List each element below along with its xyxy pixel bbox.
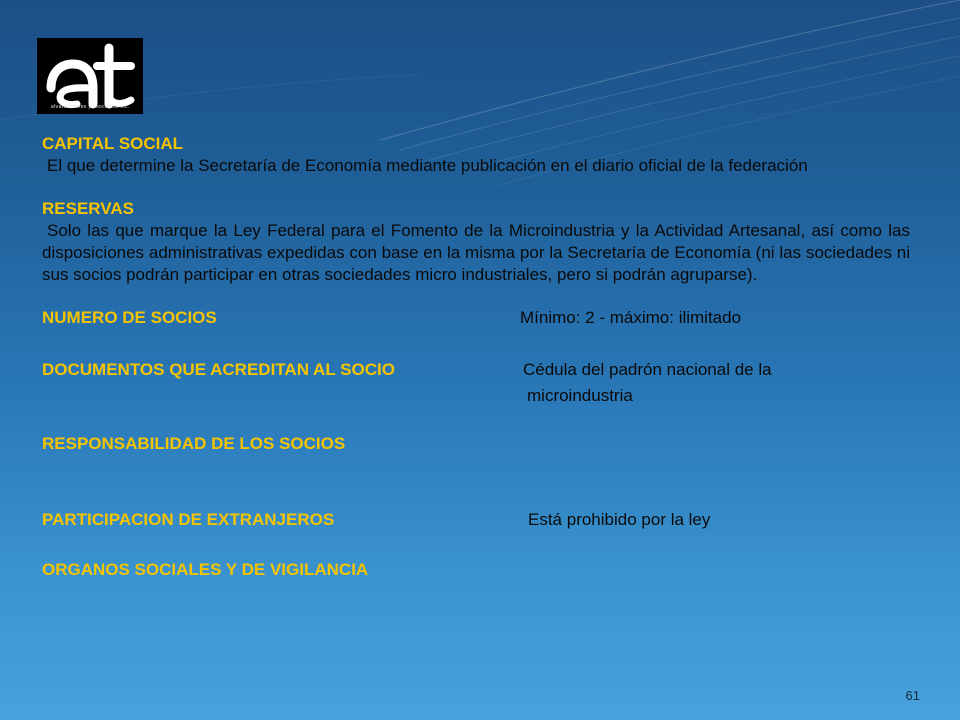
heading-organos: ORGANOS SOCIALES Y DE VIGILANCIA bbox=[42, 560, 369, 579]
documentos-value-line2: microindustria bbox=[527, 386, 633, 405]
logo-at-mark bbox=[37, 38, 143, 114]
heading-responsabilidad: RESPONSABILIDAD DE LOS SOCIOS bbox=[42, 434, 346, 453]
reservas-text: Solo las que marque la Ley Federal para el Fomento de la Microindustria y la Actividad Artesanal, así como las disposiciones administrativas expedidas con base en la misma por la Secretaría de Economía (ni las sociedades ni sus socios podrán participar en otras sociedades micro industriales, pero si podrán agruparse). bbox=[42, 221, 910, 284]
page-number: 61 bbox=[905, 688, 920, 703]
company-logo bbox=[37, 38, 143, 114]
documentos-value-line1: Cédula del padrón nacional de la bbox=[523, 360, 772, 379]
row-numero-socios bbox=[42, 307, 910, 329]
heading-capital-social: CAPITAL SOCIAL bbox=[42, 134, 184, 153]
row-responsabilidad bbox=[42, 433, 910, 455]
slide-content bbox=[42, 133, 910, 581]
logo-caption: alvarez torres y asociados s.c. bbox=[50, 104, 130, 110]
row-documentos bbox=[42, 359, 910, 381]
row-documentos-cont bbox=[42, 385, 910, 407]
participacion-value: Está prohibido por la ley bbox=[528, 510, 711, 529]
heading-numero-socios: NUMERO DE SOCIOS bbox=[42, 308, 217, 327]
numero-socios-value: Mínimo: 2 - máximo: ilimitado bbox=[520, 308, 742, 327]
row-participacion bbox=[42, 509, 910, 531]
heading-documentos: DOCUMENTOS QUE ACREDITAN AL SOCIO bbox=[42, 360, 395, 379]
heading-reservas: RESERVAS bbox=[42, 199, 134, 218]
capital-social-text: El que determine la Secretaría de Economía mediante publicación en el diario oficial de la federación bbox=[47, 156, 808, 175]
heading-participacion: PARTICIPACION DE EXTRANJEROS bbox=[42, 510, 335, 529]
row-organos bbox=[42, 559, 910, 581]
